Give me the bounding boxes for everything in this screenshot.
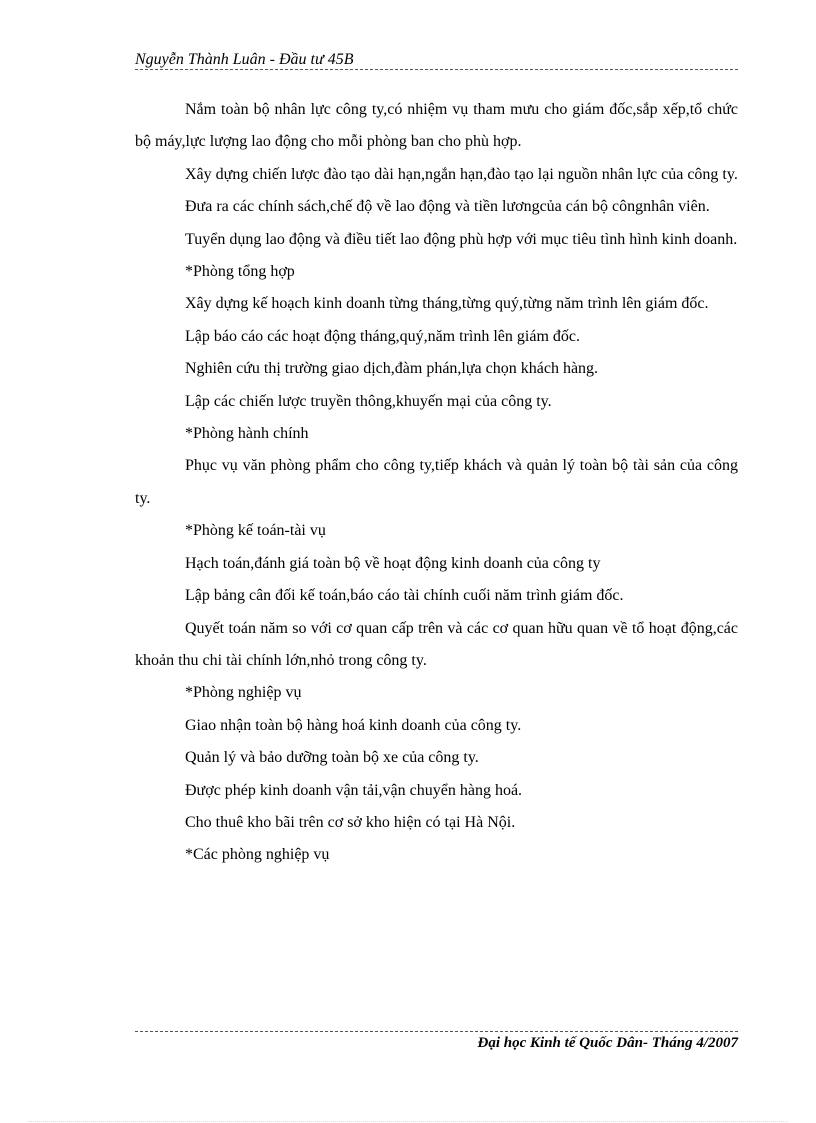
section-heading-nghiep-vu: *Phòng nghiệp vụ xyxy=(185,684,302,702)
paragraph: Lập bảng cân đối kế toán,báo cáo tài chính cuối năm trình giám đốc. xyxy=(185,587,624,605)
document-body xyxy=(135,94,738,872)
paragraph: Tuyển dụng lao động và điều tiết lao động phù hợp với mục tiêu tình hình kinh doanh. xyxy=(185,230,738,248)
page-footer: Đại học Kinh tế Quốc Dân- Tháng 4/2007 xyxy=(477,1035,738,1051)
header-author: Nguyễn Thành Luân - Đầu tư 45B xyxy=(135,51,358,69)
page-header xyxy=(135,51,738,73)
section-heading-tong-hop: *Phòng tổng hợp xyxy=(185,263,295,281)
section-heading-ke-toan: *Phòng kế toán-tài vụ xyxy=(185,522,326,540)
page-edge-line xyxy=(28,1121,788,1122)
paragraph: Cho thuê kho bãi trên cơ sở kho hiện có tại Hà Nội. xyxy=(185,813,516,831)
paragraph: Lập các chiến lược truyền thông,khuyến mại của công ty. xyxy=(185,392,552,410)
header-divider xyxy=(135,69,738,70)
paragraph: Quản lý và bảo dưỡng toàn bộ xe của công ty. xyxy=(185,749,479,767)
paragraph: Hạch toán,đánh giá toàn bộ về hoạt động kinh doanh của công ty xyxy=(185,554,601,572)
paragraph: Quyết toán năm so với cơ quan cấp trên và các cơ quan hữu quan về tổ hoạt động,các khoản thu chi tài chính lớn,nhỏ trong công ty. xyxy=(135,619,738,669)
footer-divider xyxy=(135,1031,738,1032)
section-heading-cac-phong: *Các phòng nghiệp vụ xyxy=(185,846,330,864)
paragraph: Nghiên cứu thị trường giao dịch,đàm phán,lựa chọn khách hàng. xyxy=(185,360,599,378)
paragraph: Nắm toàn bộ nhân lực công ty,có nhiệm vụ tham mưu cho giám đốc,sắp xếp,tổ chức bộ máy,lực lượng lao động cho mỗi phòng ban cho phù hợp. xyxy=(135,101,738,151)
paragraph: Đưa ra các chính sách,chế độ về lao động và tiền lươngcủa cán bộ côngnhân viên. xyxy=(185,198,710,216)
paragraph: Giao nhận toàn bộ hàng hoá kinh doanh của công ty. xyxy=(185,716,522,734)
section-heading-hanh-chinh: *Phòng hành chính xyxy=(185,425,309,443)
paragraph: Được phép kinh doanh vận tải,vận chuyển hàng hoá. xyxy=(185,781,523,799)
paragraph: Lập báo cáo các hoạt động tháng,quý,năm trình lên giám đốc. xyxy=(185,327,580,345)
paragraph: Xây dựng chiến lược đào tạo dài hạn,ngắn hạn,đào tạo lại nguồn nhân lực của công ty. xyxy=(185,165,738,183)
paragraph: Xây dựng kế hoạch kinh doanh từng tháng,từng quý,từng năm trình lên giám đốc. xyxy=(185,295,709,313)
paragraph: Phục vụ văn phòng phẩm cho công ty,tiếp khách và quản lý toàn bộ tài sản của công ty. xyxy=(135,457,738,507)
